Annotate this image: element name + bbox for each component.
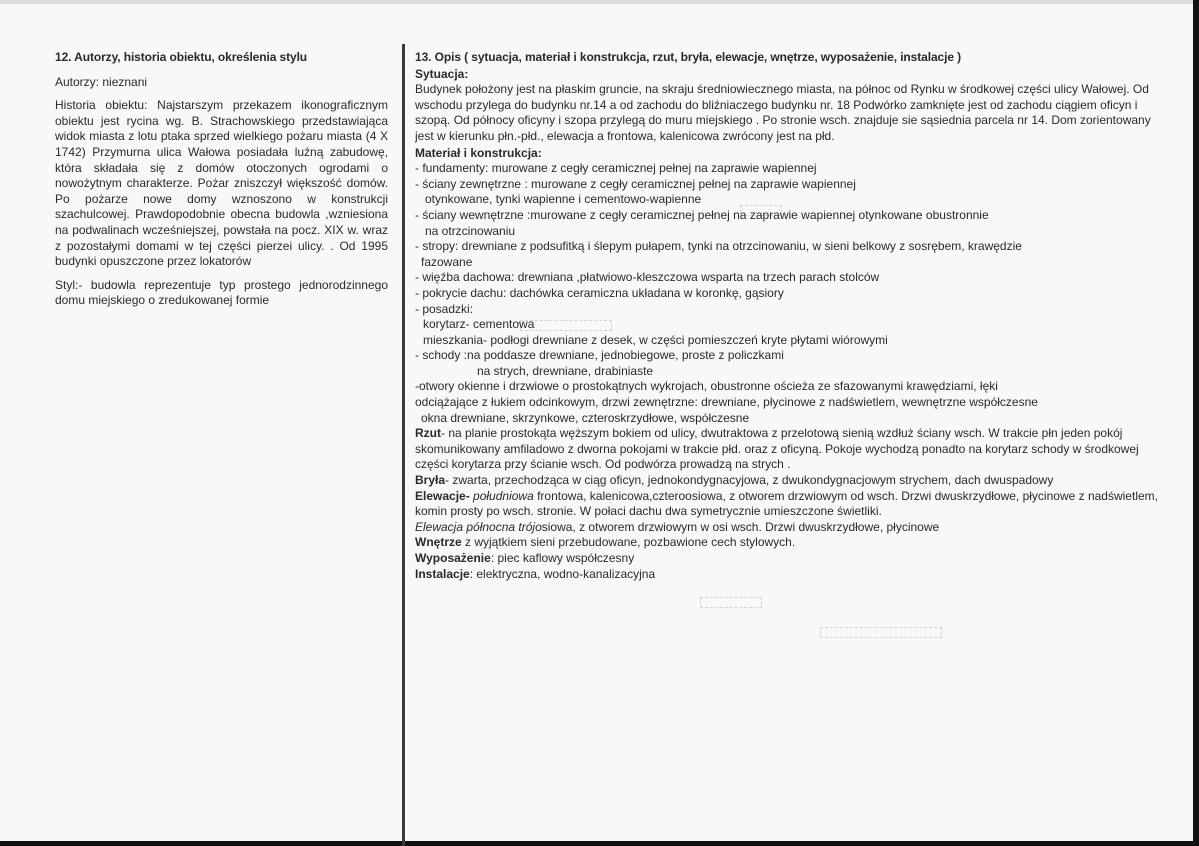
faint-form-mark [700, 597, 762, 608]
openings-line-2: odciążające z łukiem odcinkowym, drzwi zewnętrzne: drewniane, płycinowe z nadświetlem, wewnętrzne współczesne [415, 395, 1038, 410]
column-divider [402, 44, 405, 846]
section-13-description [415, 50, 1170, 582]
installations-paragraph: Instalacje: elektryczna, wodno-kanalizacyjna [415, 566, 656, 581]
roof-truss-line: - więźba dachowa: drewniana ,płatwiowo-kleszczowa wsparta na trzech parach stolców [415, 270, 880, 285]
section-12-authors-history [55, 50, 388, 317]
situation-text: Budynek położony jest na płaskim gruncie, na skraju średniowiecznego miasta, na północ od Rynku w środkowej części ulicy Wałowej. Od wschodu przylega do budynku nr.14 a od zachodu do bliźniaczego budynku nr. 18 Podwórko zamknięte jest od zachodu ciągiem oficyn i szopą. Od północy oficyny i szopa przylegą do muru miejskiego . Po stronie wsch. znajduje sie sąsiednia parcela nr 14. Dom zorientowany jest w kierunku płn.-płd., elewacja a frontowa, kalenicowa zwrócony jest na płd. [415, 82, 1151, 143]
stairs-line: - schody :na poddasze drewniane, jednobiegowe, proste z policzkami [415, 348, 784, 363]
section-12-heading: 12. Autorzy, historia obiektu, określenia stylu [55, 50, 308, 64]
material-label: Materiał i konstrukcja: [415, 145, 542, 160]
equipment-paragraph: Wyposażenie: piec kaflowy współczesny [415, 551, 635, 565]
section-13-heading: 13. Opis ( sytuacja, materiał i konstrukcja, rzut, bryła, elewacje, wnętrze, wyposażenie, instalacje ) [415, 50, 962, 64]
north-elevation-paragraph: Elewacja północna trójosiowa, z otworem drzwiowym w osi wsch. Drzwi dwuskrzydłowe, płycinowe [415, 519, 940, 534]
openings-line-3: okna drewniane, skrzynkowe, czteroskrzydłowe, współczesne [421, 410, 750, 425]
external-walls-line-2: otynkowane, tynki wapienne i cementowo-wapienne [425, 192, 702, 207]
plan-paragraph: Rzut- na planie prostokąta węższym bokiem od ulicy, dwutraktowa z przelotową sienią wzdłuż ściany wsch. W trakcie płn jeden pokój skomunikowany amfiladowo z dworna pokojami w trakcie płd. oraz z oficyną. Pokoje wychodzą ponadto na korytarz schody w środkowej części korytarza przy ścianie wsch. Od podwórza prowadzą na strych . [415, 426, 1139, 472]
right-edge [1193, 0, 1199, 846]
openings-line: -otwory okienne i drzwiowe o prostokątnych wykrojach, obustronne ościeża ze sfazowanymi krawędziami, łęki [415, 379, 998, 394]
top-edge [0, 0, 1199, 4]
style-text: Styl:- budowla reprezentuje typ prostego jednorodzinnego domu miejskiego o zredukowanej formie [55, 277, 388, 308]
corridor-floor-line: korytarz- cementowa [423, 317, 535, 332]
apartment-floor-line: mieszkania- podłogi drewniane z desek, w części pomieszczeń kryte płytami wiórowymi [423, 332, 888, 347]
ceilings-line: - stropy: drewniane z podsufitką i ślepym pułapem, tynki na otrzcinowaniu, w sieni belkowy z sosrębem, krawędzie [415, 239, 1022, 254]
stairs-line-2: na strych, drewniane, drabiniaste [477, 363, 654, 378]
history-text: Historia obiektu: Najstarszym przekazem ikonograficznym obiektu jest rycina wg. B. Strachowskiego przedstawiająca widok miasta z lotu ptaka sprzed wielkiego pożaru miasta (4 X 1742) Przymurna ulica Wałowa posiadała luźną zabudowę, która składała się z domów otoczonych ogrodami o nowożytnym charakterze. Pożar zniszczył większość domów. Po pożarze nowe domy wznoszono w konstrukcji szachulcowej. Prawdopodobnie obecna budowla ,wzniesiona na podwalinach wcześniejszej, powstała na pocz. XIX w. wraz z pozostałymi domami w tej części pierzei ulicy. . Od 1995 budynki opuszczone przez lokatorów [55, 98, 388, 269]
situation-label: Sytuacja: [415, 66, 469, 81]
external-walls-line: - ściany zewnętrzne : murowane z cegły ceramicznej pełnej na zaprawie wapiennej [415, 176, 856, 191]
foundations-line: - fundamenty: murowane z cegły ceramicznej pełnej na zaprawie wapiennej [415, 161, 817, 176]
elevations-paragraph: Elewacje- południowa frontowa, kalenicowa,czteroosiowa, z otworem drzwiowym od wsch. Drzwi dwuskrzydłowe, płycinowe z nadświetlem, komin prosty po wsch. stronie. W połaci dachu dwa symetrycznie umieszczone świetliki. [415, 488, 1158, 519]
faint-form-mark [820, 627, 942, 638]
roof-covering-line: - pokrycie dachu: dachówka ceramiczna układana w koronkę, gąsiory [415, 285, 784, 300]
internal-walls-line-2: na otrzcinowaniu [425, 223, 516, 238]
ceilings-line-2: fazowane [421, 254, 473, 269]
internal-walls-line: - ściany wewnętrzne :murowane z cegły ceramicznej pełnej na zaprawie wapiennej otynkowane obustronnie [415, 207, 989, 222]
floors-line: - posadzki: [415, 301, 474, 316]
interior-paragraph: Wnętrze z wyjątkiem sieni przebudowane, pozbawione cech stylowych. [415, 535, 796, 550]
mass-paragraph: Bryła- zwarta, przechodząca w ciąg oficyn, jednokondygnacyjowa, z dwukondygnacjowym strychem, dach dwuspadowy [415, 473, 1054, 488]
authors-text: Autorzy: nieznani [55, 74, 148, 89]
bottom-edge [0, 841, 1199, 846]
